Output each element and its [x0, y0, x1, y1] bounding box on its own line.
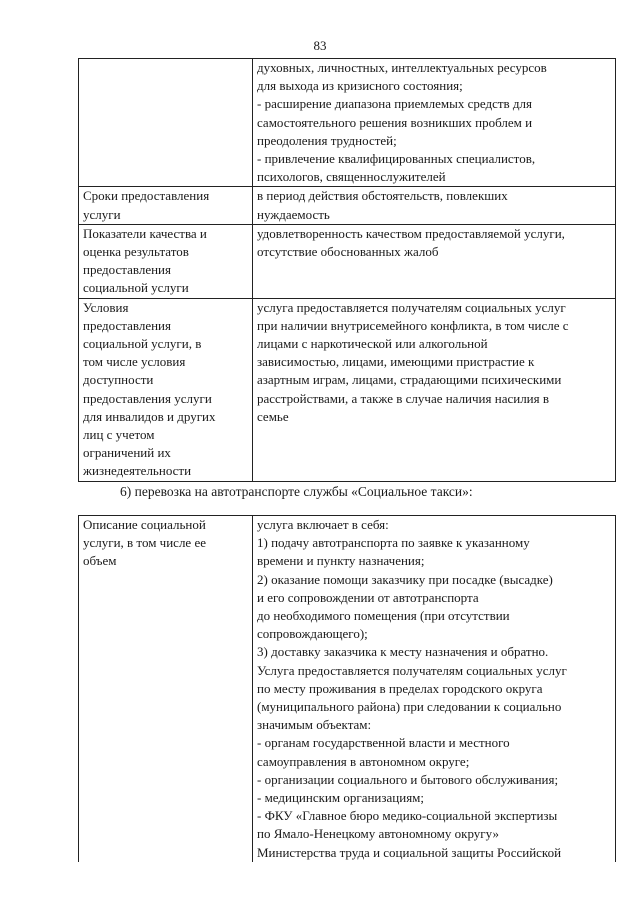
row-label-cell: Описание социальной услуги, в том числе ее объем — [79, 516, 253, 862]
row-label-cell — [79, 59, 253, 187]
row-value-cell: услуга предоставляется получателям социальных услуг при наличии внутрисемейного конфликта, в том числе с лицами с наркотической или алкогольной зависимостью, лицами, имеющими пристрастие к азартным играм, лицами, страдающими психическими расстройствами, а также в случае наличия насилия в семье — [253, 298, 616, 481]
row-label-cell: Показатели качества и оценка результатов предоставления социальной услуги — [79, 224, 253, 298]
row-label-cell: Условия предоставления социальной услуги, в том числе условия доступности предоставления услуги для инвалидов и других лиц с учетом ограничений их жизнедеятельности — [79, 298, 253, 481]
table-row — [79, 516, 616, 862]
table-row — [79, 187, 616, 224]
table-row — [79, 224, 616, 298]
row-value-cell: услуга включает в себя: 1) подачу автотранспорта по заявке к указанному времени и пункту назначения; 2) оказание помощи заказчику при посадке (высадке) и его сопровождении от автотранспорта до необходимого помещения (при отсутствии сопровождающего); 3) доставку заказчика к месту назначения и обратно. Услуга предоставляется получателям социальных услуг по месту проживания в пределах городского округа (муниципального района) при следовании к социально значимым объектам: - органам государственной власти и местного самоуправления в автономном округе; - организации социального и бытового обслуживания; - медицинским организациям; - ФКУ «Главное бюро медико-социальной экспертизы по Ямало-Ненецкому автономному округу» Министерства труда и социальной защиты Российской — [253, 516, 616, 862]
row-label-cell: Сроки предоставления услуги — [79, 187, 253, 224]
row-value-cell: в период действия обстоятельств, повлекших нуждаемость — [253, 187, 616, 224]
section-caption: 6) перевозка на автотранспорте службы «Социальное такси»: — [120, 484, 473, 499]
row-value-cell: удовлетворенность качеством предоставляемой услуги, отсутствие обоснованных жалоб — [253, 224, 616, 298]
page-number: 83 — [313, 38, 327, 53]
row-value-cell: духовных, личностных, интеллектуальных ресурсов для выхода из кризисного состояния; - расширение диапазона приемлемых средств для самостоятельного решения возникших проблем и преодоления трудностей; - привлечение квалифицированных специалистов, психологов, священнослужителей — [253, 59, 616, 187]
table-row — [79, 298, 616, 481]
social-taxi-table — [78, 515, 616, 862]
table-row — [79, 59, 616, 187]
services-table-continued — [78, 58, 616, 482]
